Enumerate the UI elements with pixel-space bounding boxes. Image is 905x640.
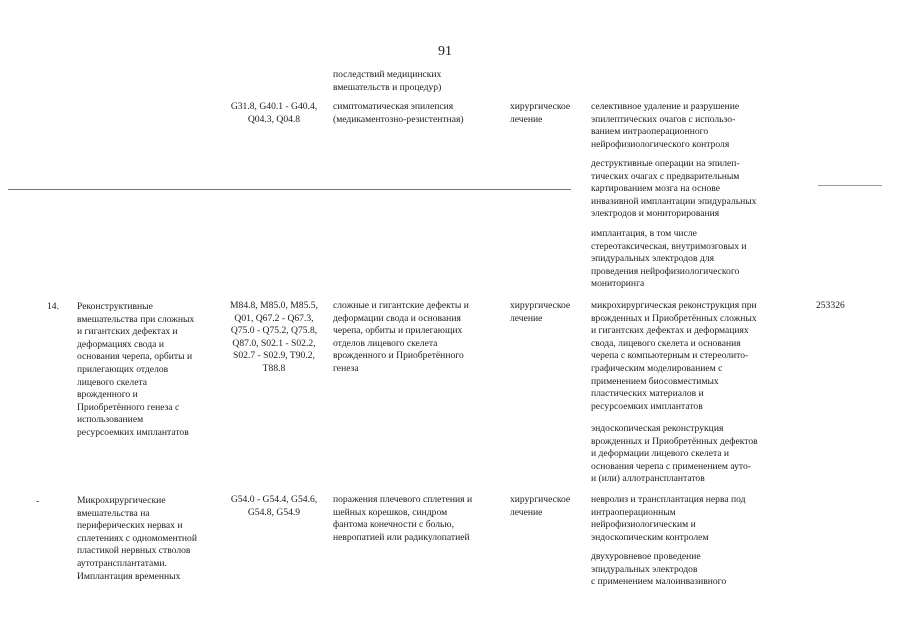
- epilepsy-method-2: деструктивные операции на эпилеп- тических очагах с предварительным картированием мозга на основе инвазивной имплантации эпидуральных электродов и мониторирования: [591, 158, 757, 220]
- row14-codes: M84.8, M85.0, M85.5, Q01, Q67.2 - Q67.3, Q75.0 - Q75.2, Q75.8, Q87.0, S02.1 - S02.2, S02.7 - S02.9, T90.2, T88.8: [230, 300, 318, 374]
- diagnosis-continuation: последствий медицинских вмешательств и процедур): [333, 69, 442, 93]
- epilepsy-codes: G31.8, G40.1 - G40.4, Q04.3, Q04.8: [230, 101, 318, 125]
- row14-price: 253326: [816, 300, 845, 311]
- row14-method-1: микрохирургическая реконструкция при врожденных и Приобретённых сложных и гигантских дефектах и деформациях свода, лицевого скелета и основания черепа с компьютерным и стереолито- графическим моделированием с применением биосовместимых пластических материалов и ресурсоемких имплантатов: [591, 300, 757, 412]
- epilepsy-method-3: имплантация, в том числе стереотаксическая, внутримозговых и эпидуральных электродов для проведения нейрофизиологического мониторинга: [591, 228, 747, 290]
- epilepsy-treatment: хирургическое лечение: [510, 101, 571, 125]
- micro-diagnosis: поражения плечевого сплетения и шейных корешков, синдром фантома конечности с болью, невропатией или радикулопатией: [333, 494, 473, 543]
- micro-method-1: невролиз и трансплантация нерва под интраоперационным нейрофизиологическим и эндоскопическим контролем: [591, 494, 746, 543]
- epilepsy-diagnosis: симптоматическая эпилепсия (медикаментозно-резистентная): [333, 101, 464, 125]
- row14-diagnosis: сложные и гигантские дефекты и деформации свода и основания черепа, орбиты и прилегающих отделов лицевого скелета врожденного и Приобретённого генеза: [333, 300, 469, 374]
- scan-artifact-line: [8, 189, 571, 190]
- micro-treatment: хирургическое лечение: [510, 494, 571, 518]
- micro-name: Микрохирургические вмешательства на периферических нервах и сплетениях с одномоментной пластикой нервных стволов аутотрансплантатами. Имплантация временных: [77, 495, 197, 582]
- row14-name: Реконструктивные вмешательства при сложных и гигантских дефектах и деформациях свода и основания черепа, орбиты и прилегающих отделов лицевого скелета врожденного и Приобретённого генеза с использованием ресурсоемких имплантатов: [77, 301, 195, 438]
- micro-method-2: двухуровневое проведение эпидуральных электродов с применением малоинвазивного: [591, 551, 727, 588]
- row-number: 14.: [47, 301, 59, 312]
- micro-codes: G54.0 - G54.4, G54.6, G54.8, G54.9: [230, 494, 318, 518]
- row14-method-2: эндоскопическая реконструкция врожденных и Приобретённых дефектов и деформации лицевого скелета и основания черепа с применением ауто- и (или) аллотрансплантатов: [591, 423, 758, 485]
- epilepsy-method-1: селективное удаление и разрушение эпилептических очагов с использо- ванием интраоперационного нейрофизиологического контроля: [591, 101, 740, 150]
- scan-artifact-line-right: [818, 185, 882, 186]
- page-number: 91: [438, 44, 452, 59]
- row14-treatment: хирургическое лечение: [510, 300, 571, 324]
- scan-speck: -: [36, 496, 40, 507]
